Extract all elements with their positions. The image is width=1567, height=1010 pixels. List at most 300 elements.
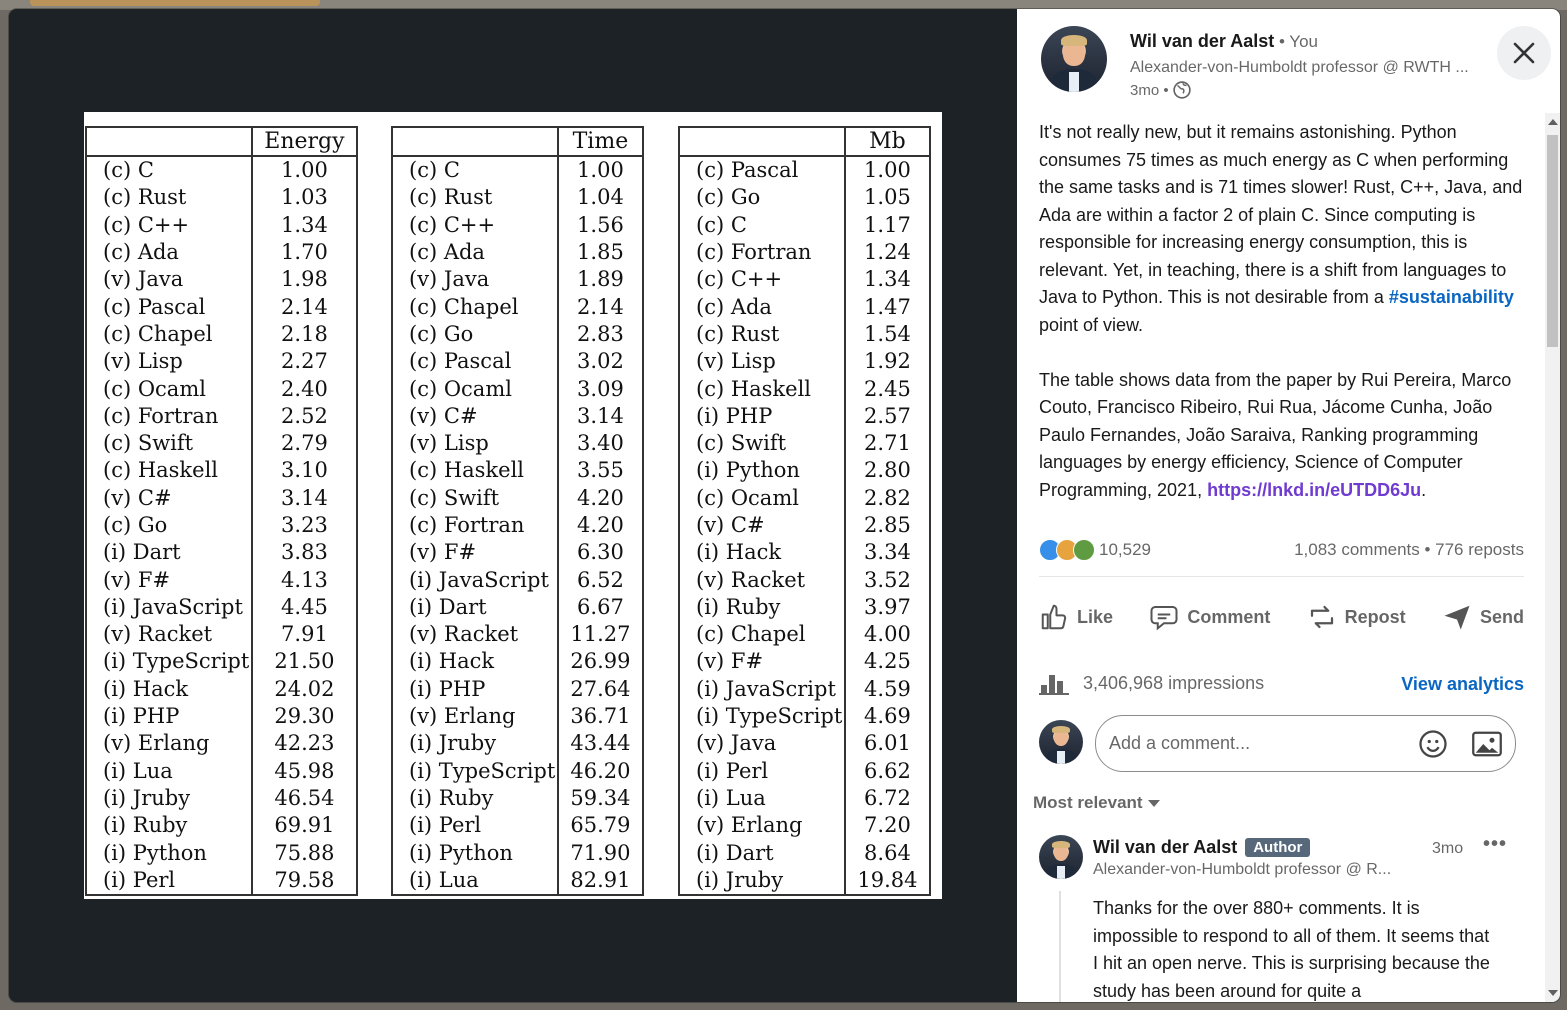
table-row (679, 348, 930, 375)
language-cell: (i) PHP (679, 403, 845, 430)
table-row (679, 156, 930, 184)
commenter-name[interactable]: Wil van der Aalst Author (1093, 837, 1310, 858)
table-row (679, 266, 930, 293)
value-cell: 1.56 (558, 212, 643, 239)
table-row (392, 512, 643, 539)
language-cell: (c) Swift (86, 430, 252, 457)
value-cell: 19.84 (845, 867, 930, 895)
comment-button[interactable]: Comment (1149, 602, 1270, 632)
value-cell: 6.30 (558, 539, 643, 566)
language-cell: (i) Perl (392, 812, 558, 839)
language-cell: (i) PHP (86, 703, 252, 730)
impressions-row (1039, 671, 1524, 701)
table-header: Time (558, 127, 643, 156)
table-row (86, 512, 357, 539)
language-cell: (i) Jruby (86, 785, 252, 812)
comment-sort-dropdown[interactable]: Most relevant (1033, 793, 1161, 813)
comment-icon (1149, 602, 1179, 632)
table-row (392, 867, 643, 895)
language-cell: (v) Erlang (86, 730, 252, 757)
sustainability-hashtag[interactable]: #sustainability (1388, 287, 1514, 307)
language-cell: (v) C# (86, 485, 252, 512)
language-cell: (i) Python (86, 839, 252, 866)
value-cell: 2.14 (252, 293, 357, 320)
language-cell: (i) Perl (86, 867, 252, 895)
comment-time: 3mo (1432, 840, 1464, 857)
close-icon (1512, 41, 1536, 65)
table-row (392, 703, 643, 730)
table-row (86, 403, 357, 430)
table-row (679, 758, 930, 785)
table-row (392, 457, 643, 484)
table-row (392, 812, 643, 839)
table-row (679, 621, 930, 648)
value-cell: 1.98 (252, 266, 357, 293)
close-button[interactable] (1497, 26, 1551, 80)
language-cell: (c) Ocaml (679, 485, 845, 512)
value-cell: 6.67 (558, 594, 643, 621)
value-cell: 4.20 (558, 512, 643, 539)
value-cell: 82.91 (558, 867, 643, 895)
language-cell: (v) F# (679, 648, 845, 675)
table-row (86, 485, 357, 512)
caret-down-icon (1147, 798, 1161, 808)
table-row (392, 676, 643, 703)
value-cell: 1.17 (845, 212, 930, 239)
table-row (679, 676, 930, 703)
value-cell: 1.34 (845, 266, 930, 293)
scrollbar[interactable] (1545, 113, 1560, 1002)
table-row (86, 430, 357, 457)
table-row (392, 566, 643, 593)
value-cell: 3.02 (558, 348, 643, 375)
language-cell: (i) Ruby (679, 594, 845, 621)
table-row (392, 648, 643, 675)
value-cell: 1.00 (252, 156, 357, 184)
language-cell: (c) Go (392, 321, 558, 348)
table-row (679, 485, 930, 512)
language-cell: (i) Dart (392, 594, 558, 621)
value-cell: 3.52 (845, 566, 930, 593)
language-cell: (v) Java (679, 730, 845, 757)
table-row (86, 676, 357, 703)
language-cell: (c) Chapel (86, 321, 252, 348)
table-row (86, 375, 357, 402)
table-row (392, 594, 643, 621)
table-row (86, 839, 357, 866)
reaction-icons[interactable] (1039, 539, 1090, 561)
paper-link[interactable]: https://lnkd.in/eUTDD6Ju (1207, 479, 1422, 500)
value-cell: 46.20 (558, 758, 643, 785)
language-cell: (i) Lua (679, 785, 845, 812)
language-cell: (c) Go (679, 184, 845, 211)
value-cell: 2.82 (845, 485, 930, 512)
language-cell: (v) Java (392, 266, 558, 293)
language-cell: (v) Erlang (679, 812, 845, 839)
value-cell: 71.90 (558, 839, 643, 866)
table-row (392, 839, 643, 866)
language-cell: (i) Perl (679, 758, 845, 785)
value-cell: 1.03 (252, 184, 357, 211)
comments-reposts-count[interactable]: 1,083 comments • 776 reposts (1294, 540, 1524, 559)
language-cell: (c) Rust (679, 321, 845, 348)
value-cell: 65.79 (558, 812, 643, 839)
table-row (86, 648, 357, 675)
language-cell: (c) Fortran (679, 239, 845, 266)
table-row (392, 730, 643, 757)
language-cell: (i) Jruby (392, 730, 558, 757)
table-row (86, 867, 357, 895)
value-cell: 4.69 (845, 703, 930, 730)
value-cell: 6.72 (845, 785, 930, 812)
language-cell: (c) C++ (86, 212, 252, 239)
language-cell: (c) Fortran (86, 403, 252, 430)
table-row (392, 430, 643, 457)
table-row (86, 621, 357, 648)
value-cell: 3.97 (845, 594, 930, 621)
value-cell: 2.85 (845, 512, 930, 539)
table-row (392, 403, 643, 430)
language-cell: (c) Ada (679, 293, 845, 320)
language-cell: (i) JavaScript (679, 676, 845, 703)
support-reaction-icon (1073, 539, 1095, 561)
post-text: It's not really new, but it remains astonishing. Python consumes 75 times as much energy as C when performing the same tasks and is 71 times slower! Rust, C++, Java, and Ada are within a factor 2 of plain C. Since computing is responsible for increasing energy consumption, this is relevant. Yet, in teaching, there is a shift from languages to Java to Python. This is not desirable from a #sustainability point of view. The table shows data from the paper by Rui Pereira, Marco Couto, Francisco Ribeiro, Rui Rua, Jácome Cunha, João Paulo Fernandes, João Saraiva, Ranking programming languages by energy efficiency, Science of Computer Programming, 2021, https://lnkd.in/eUTDD6Ju. (1039, 122, 1523, 500)
table-row (679, 430, 930, 457)
post-modal (9, 9, 1560, 1002)
table-header: Mb (845, 127, 930, 156)
language-cell: (i) PHP (392, 676, 558, 703)
language-cell: (c) Pascal (392, 348, 558, 375)
language-cell: (i) TypeScript (86, 648, 252, 675)
table-header: Energy (252, 127, 357, 156)
comment-placeholder: Add a comment... (1109, 733, 1251, 753)
you-label: • You (1274, 32, 1318, 51)
scroll-down-arrow[interactable] (1548, 990, 1558, 996)
value-cell: 1.05 (845, 184, 930, 211)
value-cell: 1.04 (558, 184, 643, 211)
post-image[interactable] (84, 112, 942, 899)
table-header-empty (392, 127, 558, 156)
value-cell: 26.99 (558, 648, 643, 675)
value-cell: 24.02 (252, 676, 357, 703)
language-cell: (c) Ocaml (392, 375, 558, 402)
language-cell: (v) Racket (86, 621, 252, 648)
value-cell: 1.34 (252, 212, 357, 239)
value-cell: 1.85 (558, 239, 643, 266)
language-cell: (v) C# (392, 403, 558, 430)
value-cell: 45.98 (252, 758, 357, 785)
value-cell: 21.50 (252, 648, 357, 675)
value-cell: 7.20 (845, 812, 930, 839)
value-cell: 1.00 (558, 156, 643, 184)
table-row (679, 212, 930, 239)
language-cell: (c) Ada (392, 239, 558, 266)
value-cell: 3.40 (558, 430, 643, 457)
background-page-bar (30, 0, 320, 6)
language-cell: (c) Pascal (86, 293, 252, 320)
send-button[interactable]: Send (1442, 602, 1524, 632)
table-row (392, 212, 643, 239)
language-cell: (v) C# (679, 512, 845, 539)
table-row (392, 293, 643, 320)
language-cell: (v) Racket (679, 566, 845, 593)
value-cell: 36.71 (558, 703, 643, 730)
value-cell: 4.45 (252, 594, 357, 621)
thumbs-up-icon (1039, 602, 1069, 632)
language-cell: (i) Dart (679, 839, 845, 866)
value-cell: 2.40 (252, 375, 357, 402)
table-row (392, 184, 643, 211)
language-cell: (i) JavaScript (392, 566, 558, 593)
table-row (392, 485, 643, 512)
value-cell: 27.64 (558, 676, 643, 703)
table-row (86, 239, 357, 266)
view-analytics-link[interactable]: View analytics (1401, 674, 1524, 694)
value-cell: 1.00 (845, 156, 930, 184)
language-cell: (i) Hack (86, 676, 252, 703)
language-cell: (c) Ocaml (86, 375, 252, 402)
language-cell: (c) Haskell (86, 457, 252, 484)
value-cell: 4.25 (845, 648, 930, 675)
value-cell: 3.14 (558, 403, 643, 430)
language-cell: (v) F# (86, 566, 252, 593)
value-cell: 2.71 (845, 430, 930, 457)
value-cell: 2.45 (845, 375, 930, 402)
language-cell: (c) C++ (392, 212, 558, 239)
value-cell: 3.14 (252, 485, 357, 512)
value-cell: 1.54 (845, 321, 930, 348)
value-cell: 2.52 (252, 403, 357, 430)
table-row (679, 785, 930, 812)
value-cell: 42.23 (252, 730, 357, 757)
language-cell: (c) Go (86, 512, 252, 539)
table-row (679, 648, 930, 675)
language-cell: (i) Lua (86, 758, 252, 785)
repost-button[interactable]: Repost (1307, 602, 1406, 632)
media-viewer (9, 9, 1017, 1002)
language-cell: (v) Lisp (392, 430, 558, 457)
language-cell: (v) Java (86, 266, 252, 293)
table-row (86, 348, 357, 375)
table-row (86, 785, 357, 812)
analytics-bar-icon (1039, 671, 1069, 695)
memory-table (678, 126, 931, 896)
language-cell: (c) C (86, 156, 252, 184)
table-row (392, 375, 643, 402)
language-cell: (c) Haskell (392, 457, 558, 484)
language-cell: (i) Python (392, 839, 558, 866)
table-row (679, 375, 930, 402)
table-row (392, 156, 643, 184)
value-cell: 4.00 (845, 621, 930, 648)
value-cell: 3.10 (252, 457, 357, 484)
value-cell: 4.20 (558, 485, 643, 512)
language-cell: (c) Chapel (392, 293, 558, 320)
language-cell: (c) Rust (86, 184, 252, 211)
table-row (392, 758, 643, 785)
table-row (86, 566, 357, 593)
reaction-count[interactable]: 10,529 (1099, 540, 1151, 559)
value-cell: 2.57 (845, 403, 930, 430)
language-cell: (c) C (392, 156, 558, 184)
post-scroll-area[interactable] (1017, 113, 1560, 1002)
more-options-button[interactable]: ••• (1483, 833, 1508, 855)
table-row (86, 184, 357, 211)
language-cell: (i) TypeScript (679, 703, 845, 730)
impressions-count[interactable]: 3,406,968 impressions (1039, 671, 1264, 695)
language-cell: (i) Ruby (392, 785, 558, 812)
table-row (679, 566, 930, 593)
send-icon (1442, 602, 1472, 632)
value-cell: 1.89 (558, 266, 643, 293)
value-cell: 2.14 (558, 293, 643, 320)
table-row (86, 156, 357, 184)
value-cell: 3.55 (558, 457, 643, 484)
value-cell: 6.62 (845, 758, 930, 785)
table-row (392, 321, 643, 348)
value-cell: 6.52 (558, 566, 643, 593)
table-row (679, 839, 930, 866)
value-cell: 75.88 (252, 839, 357, 866)
current-user-avatar (1039, 720, 1083, 764)
table-row (86, 457, 357, 484)
language-cell: (v) Racket (392, 621, 558, 648)
value-cell: 3.09 (558, 375, 643, 402)
author-badge: Author (1245, 838, 1310, 857)
value-cell: 69.91 (252, 812, 357, 839)
table-row (86, 212, 357, 239)
scroll-up-arrow[interactable] (1548, 119, 1558, 125)
scrollbar-thumb[interactable] (1547, 135, 1558, 347)
social-counts (1039, 537, 1524, 565)
table-row (679, 239, 930, 266)
language-cell: (i) JavaScript (86, 594, 252, 621)
like-button[interactable]: Like (1039, 602, 1113, 632)
table-row (679, 703, 930, 730)
table-row (86, 730, 357, 757)
table-row (86, 703, 357, 730)
value-cell: 1.24 (845, 239, 930, 266)
language-cell: (c) Pascal (679, 156, 845, 184)
table-row (392, 239, 643, 266)
language-cell: (i) Dart (86, 539, 252, 566)
language-cell: (c) Chapel (679, 621, 845, 648)
thread-line (1059, 891, 1061, 1002)
language-cell: (i) TypeScript (392, 758, 558, 785)
table-row (679, 457, 930, 484)
value-cell: 46.54 (252, 785, 357, 812)
value-cell: 4.59 (845, 676, 930, 703)
language-cell: (c) Rust (392, 184, 558, 211)
table-row (679, 321, 930, 348)
image-icon[interactable] (1472, 730, 1502, 758)
table-row (679, 184, 930, 211)
table-row (679, 812, 930, 839)
commenter-headline: Alexander-von-Humboldt professor @ R... (1093, 861, 1392, 878)
language-cell: (c) C++ (679, 266, 845, 293)
emoji-icon[interactable] (1418, 729, 1448, 759)
value-cell: 1.70 (252, 239, 357, 266)
language-cell: (i) Hack (392, 648, 558, 675)
value-cell: 4.13 (252, 566, 357, 593)
energy-table (85, 126, 358, 896)
value-cell: 43.44 (558, 730, 643, 757)
table-row (86, 594, 357, 621)
globe-icon (1173, 81, 1191, 99)
language-cell: (v) Lisp (86, 348, 252, 375)
table-row (392, 785, 643, 812)
divider (1039, 576, 1524, 577)
table-row (679, 512, 930, 539)
value-cell: 6.01 (845, 730, 930, 757)
value-cell: 3.34 (845, 539, 930, 566)
table-row (679, 293, 930, 320)
post-side-panel (1017, 9, 1560, 1002)
table-row (679, 539, 930, 566)
language-cell: (v) F# (392, 539, 558, 566)
table-header-empty (86, 127, 252, 156)
table-row (679, 730, 930, 757)
table-row (392, 621, 643, 648)
time-table (391, 126, 644, 896)
language-cell: (i) Lua (392, 867, 558, 895)
value-cell: 1.92 (845, 348, 930, 375)
value-cell: 8.64 (845, 839, 930, 866)
value-cell: 2.80 (845, 457, 930, 484)
table-row (679, 403, 930, 430)
language-cell: (v) Erlang (392, 703, 558, 730)
language-cell: (c) Swift (392, 485, 558, 512)
comment-composer (1039, 715, 1524, 773)
value-cell: 79.58 (252, 867, 357, 895)
language-cell: (i) Hack (679, 539, 845, 566)
repost-icon (1307, 602, 1337, 632)
value-cell: 3.23 (252, 512, 357, 539)
value-cell: 2.79 (252, 430, 357, 457)
table-row (86, 293, 357, 320)
table-row (86, 758, 357, 785)
author-headline: Alexander-von-Humboldt professor @ RWTH ... (1130, 59, 1469, 76)
table-row (392, 539, 643, 566)
value-cell: 1.47 (845, 293, 930, 320)
table-row (392, 266, 643, 293)
comment-item (1039, 831, 1524, 1002)
table-header-empty (679, 127, 845, 156)
author-name[interactable]: Wil van der Aalst • You (1130, 31, 1318, 51)
post-time: 3mo • (1130, 81, 1191, 99)
language-cell: (v) Lisp (679, 348, 845, 375)
value-cell: 7.91 (252, 621, 357, 648)
commenter-avatar[interactable] (1039, 835, 1083, 879)
post-actions (1039, 593, 1524, 641)
comment-text: Thanks for the over 880+ comments. It is impossible to respond to all of them. It seems that I hit an open nerve. This is surprising because the study has been around for quite a (1093, 898, 1490, 1001)
value-cell: 2.83 (558, 321, 643, 348)
language-cell: (c) Haskell (679, 375, 845, 402)
author-avatar[interactable] (1041, 26, 1107, 92)
table-row (86, 539, 357, 566)
comment-input[interactable] (1095, 715, 1516, 772)
language-cell: (c) C (679, 212, 845, 239)
language-cell: (i) Python (679, 457, 845, 484)
language-cell: (c) Swift (679, 430, 845, 457)
language-cell: (i) Ruby (86, 812, 252, 839)
value-cell: 2.18 (252, 321, 357, 348)
value-cell: 2.27 (252, 348, 357, 375)
value-cell: 3.83 (252, 539, 357, 566)
language-cell: (c) Fortran (392, 512, 558, 539)
table-row (86, 266, 357, 293)
table-row (679, 867, 930, 895)
